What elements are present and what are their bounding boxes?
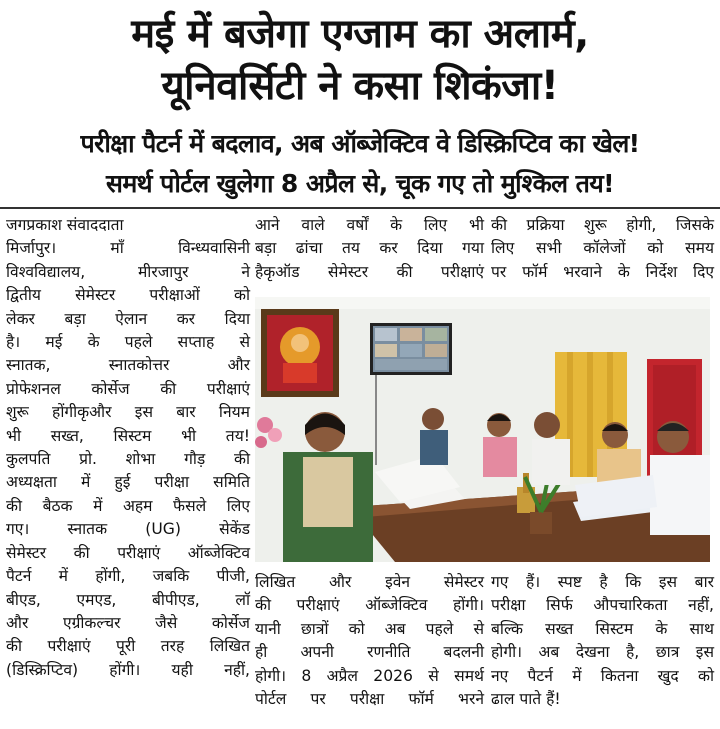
byline: जगप्रकाश संवाददाता — [6, 216, 124, 234]
article-left-line: शुरू होंगीकृऔर इस बार नियम — [6, 403, 250, 422]
article-column-left — [6, 214, 250, 682]
article-middle-bottom-line: लिखित और इवेन सेमेस्टर — [255, 573, 484, 591]
article-column-right-top — [491, 214, 714, 284]
article-left-line: द्वितीय सेमेस्टर परीक्षाओं को — [6, 286, 250, 305]
article-middle-bottom-line: यानी छात्रों को अब पहले से — [255, 619, 484, 638]
subheadline-line-1: परीक्षा पैटर्न में बदलाव, अब ऑब्जेक्टिव वे डिस्क्रिप्टिव का खेल! — [80, 129, 640, 158]
article-right-bottom-line: होगी। अब देखना है, छात्र इस — [491, 643, 714, 662]
article-left-line: अध्यक्षता में हुई परीक्षा समिति — [6, 473, 250, 492]
article-left-line: विश्वविद्यालय, मीरजापुर ने — [6, 262, 250, 281]
article-left-line: (डिस्क्रिप्टिव) होंगी। यही नहीं, — [6, 660, 250, 679]
article-right-top-line: की प्रक्रिया शुरू होगी, जिसके — [491, 216, 714, 234]
article-right-bottom-line: ढाल पाते हैं! — [491, 690, 561, 709]
article-left-line: और एग्रीकल्चर जैसे कोर्सेज — [6, 613, 250, 632]
header-divider — [0, 207, 720, 209]
article-right-bottom-line: गए हैं। स्पष्ट है कि इस बार — [491, 573, 714, 591]
article-middle-bottom-line: की परीक्षाएं ऑब्जेक्टिव होंगी। — [255, 596, 484, 615]
article-left-line: स्नातक, स्नातकोत्तर और — [6, 356, 250, 375]
article-left-line: बीएड, एमएड, बीपीएड, लॉ — [6, 590, 250, 609]
headline-line-1: मई में बजेगा एग्जाम का अलार्म, — [131, 11, 589, 57]
article-right-bottom-line: परीक्षा सिर्फ औपचारिकता नहीं, — [491, 596, 714, 615]
article-right-bottom-line: बल्कि सख्त सिस्टम के साथ — [491, 619, 714, 638]
meeting-photo — [255, 297, 710, 562]
article-left-line: की परीक्षाएं पूरी तरह लिखित — [6, 637, 250, 656]
article-middle-top-line: आने वाले वर्षों के लिए भी — [255, 216, 484, 234]
article-left-line: है। मई के पहले सप्ताह से — [6, 333, 250, 352]
article-column-right-bottom — [491, 571, 714, 711]
article-right-top-line: पर फॉर्म भरवाने के निर्देश दिए — [491, 262, 714, 281]
article-column-middle-top — [255, 214, 484, 284]
article-left-line: प्रोफेशनल कोर्सेज की परीक्षाएं — [6, 379, 250, 398]
article-left-line: की बैठक में अहम फैसले लिए — [6, 496, 250, 515]
headline-line-2: यूनिवर्सिटी ने कसा शिकंजा! — [161, 63, 559, 109]
article-right-bottom-line: नए पैटर्न में कितना खुद को — [491, 666, 714, 685]
article-left-line: कुलपति प्रो. शोभा गौड़ की — [6, 450, 250, 469]
article-left-line: पैटर्न में होंगी, जबकि पीजी, — [6, 567, 250, 586]
article-right-top-line: लिए सभी कॉलेजों को समय — [491, 239, 714, 258]
article-middle-top-line: बड़ा ढांचा तय कर दिया गया — [255, 239, 484, 258]
article-middle-top-line: हैकृऑड सेमेस्टर की परीक्षाएं — [255, 262, 484, 281]
article-middle-bottom-line: ही अपनी रणनीति बदलनी — [255, 643, 484, 662]
article-left-line: गए। स्नातक (UG) सेकेंड — [6, 520, 250, 539]
article-middle-bottom-line: पोर्टल पर परीक्षा फॉर्म भरने — [255, 690, 484, 709]
article-left-line: मिर्जापुर। माँ विन्ध्यवासिनी — [6, 239, 250, 258]
article-left-line: सेमेस्टर की परीक्षाएं ऑब्जेक्टिव — [6, 543, 250, 562]
article-column-middle-bottom — [255, 571, 484, 711]
article-left-line: लेकर बड़ा ऐलान कर दिया — [6, 309, 250, 328]
subheadline-line-2: समर्थ पोर्टल खुलेगा 8 अप्रैल से, चूक गए तो मुश्किल तय! — [106, 169, 614, 198]
article-middle-bottom-line: होगी। 8 अप्रैल 2026 से समर्थ — [255, 666, 484, 685]
article-left-line: भी सख्त, सिस्टम भी तय! — [6, 426, 250, 445]
